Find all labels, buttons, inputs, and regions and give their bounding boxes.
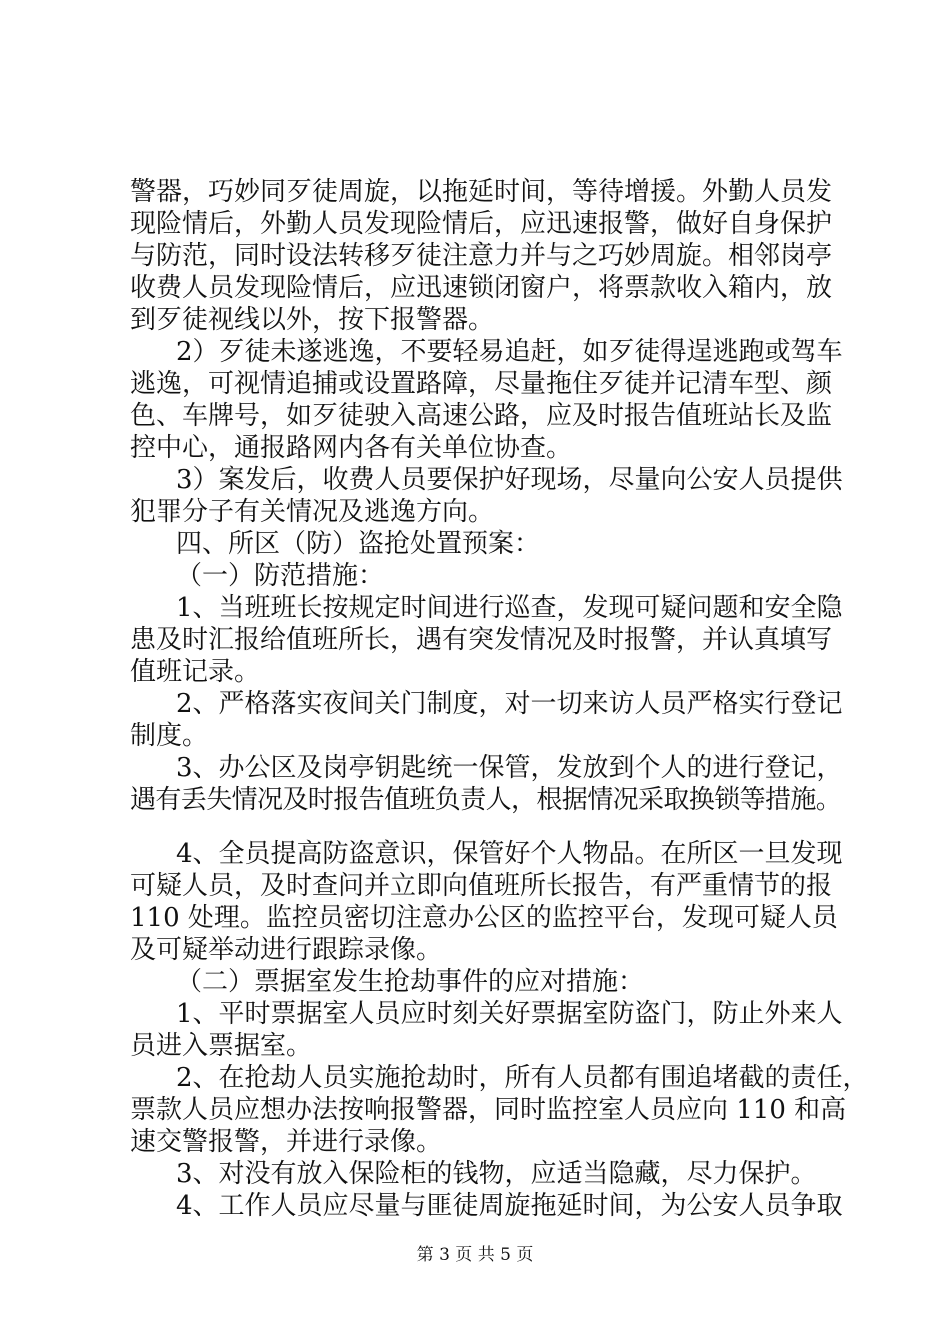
text-line: 1、当班班长按规定时间进行巡查，发现可疑问题和安全隐 (176, 593, 843, 623)
text-line: 逃逸，可视情追捕或设置路障，尽量拖住歹徒并记清车型、颜 (130, 369, 833, 399)
text-line: 色、车牌号，如歹徒驶入高速公路，应及时报告值班站长及监 (130, 401, 833, 431)
text-line: 4、全员提高防盗意识，保管好个人物品。在所区一旦发现 (176, 839, 843, 869)
text-line: 员进入票据室。 (130, 1031, 313, 1061)
text-line: 可疑人员，及时查问并立即向值班所长报告，有严重情节的报 (130, 871, 833, 901)
text-line: 2）歹徒未遂逃逸，不要轻易追赶，如歹徒得逞逃跑或驾车 (176, 337, 843, 367)
text-line: 及可疑举动进行跟踪录像。 (130, 935, 443, 965)
text-line: 3）案发后，收费人员要保护好现场，尽量向公安人员提供 (176, 465, 843, 495)
text-line: 与防范，同时设法转移歹徒注意力并与之巧妙周旋。相邻岗亭 (130, 241, 833, 271)
subsection-heading: （二）票据室发生抢劫事件的应对措施： (176, 967, 645, 997)
text-line: 2、严格落实夜间关门制度，对一切来访人员严格实行登记 (176, 689, 843, 719)
text-line: 遇有丢失情况及时报告值班负责人，根据情况采取换锁等措施。 (130, 785, 842, 815)
text-line: 速交警报警，并进行录像。 (130, 1127, 443, 1157)
text-line: 患及时汇报给值班所长，遇有突发情况及时报警，并认真填写 (130, 625, 833, 655)
text-line: 2、在抢劫人员实施抢劫时，所有人员都有围追堵截的责任， (176, 1063, 869, 1093)
subsection-heading: （一）防范措施： (176, 561, 385, 591)
text-line: 控中心，通报路网内各有关单位协查。 (130, 433, 573, 463)
text-line: 3、办公区及岗亭钥匙统一保管，发放到个人的进行登记， (176, 753, 843, 783)
text-line: 到歹徒视线以外，按下报警器。 (130, 305, 495, 335)
text-line: 警器，巧妙同歹徒周旋，以拖延时间，等待增援。外勤人员发 (130, 177, 833, 207)
text-line: 3、对没有放入保险柜的钱物，应适当隐藏，尽力保护。 (176, 1159, 817, 1189)
text-line: 现险情后，外勤人员发现险情后，应迅速报警，做好自身保护 (130, 209, 833, 239)
text-line: 值班记录。 (130, 657, 261, 687)
page-number-footer: 第 3 页 共 5 页 (416, 1245, 534, 1265)
text-line: 4、工作人员应尽量与匪徒周旋拖延时间，为公安人员争取 (176, 1191, 843, 1221)
text-line: 110 处理。监控员密切注意办公区的监控平台，发现可疑人员 (130, 903, 838, 933)
text-line: 收费人员发现险情后，应迅速锁闭窗户，将票款收入箱内，放 (130, 273, 833, 303)
text-line: 制度。 (130, 721, 209, 751)
text-line: 1、平时票据室人员应时刻关好票据室防盗门，防止外来人 (176, 999, 843, 1029)
text-line: 犯罪分子有关情况及逃逸方向。 (130, 497, 495, 527)
text-line: 票款人员应想办法按响报警器，同时监控室人员应向 110 和高 (130, 1095, 847, 1125)
section-heading: 四、所区（防）盗抢处置预案： (176, 529, 541, 559)
